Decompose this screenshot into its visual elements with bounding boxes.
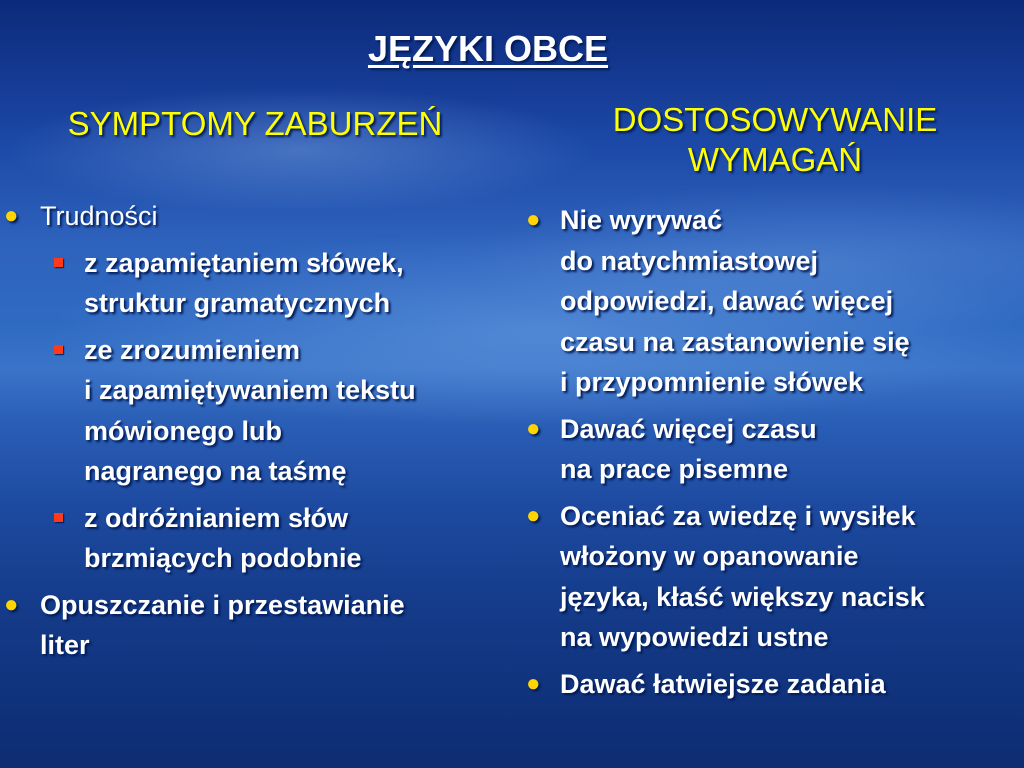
round-bullet-icon: ● <box>4 590 19 618</box>
sub-bullet-text: ze zrozumieniem i zapamiętywaniem tekstu mówionego lub nagranego na taśmę <box>84 334 416 486</box>
bullet-item <box>520 200 1024 403</box>
bullet-item <box>0 196 510 237</box>
left-column <box>0 196 510 666</box>
bullet-text: Dawać więcej czasu na prace pisemne <box>560 413 817 484</box>
slide-title: JĘZYKI OBCE <box>367 28 609 69</box>
left-column-heading: SYMPTOMY ZABURZEŃ <box>67 105 443 142</box>
bullet-text-difficulties: Trudności <box>40 201 158 231</box>
bullet-text: Dawać łatwiejsze zadania <box>560 668 886 699</box>
round-bullet-icon: ● <box>526 414 541 442</box>
square-bullet-icon <box>54 345 63 354</box>
sub-bullet-item <box>0 243 510 324</box>
bullet-item <box>520 409 1024 490</box>
sub-bullet-item <box>0 498 510 579</box>
right-column <box>520 200 1024 704</box>
bullet-text: Oceniać za wiedzę i wysiłek włożony w opanowanie języka, kłaść większy nacisk na wypowiedzi ustne <box>560 500 925 652</box>
right-column-heading: DOSTOSOWYWANIE WYMAGAŃ <box>612 101 938 178</box>
bullet-text: Nie wyrywać do natychmiastowej odpowiedzi, dawać więcej czasu na zastanowienie się i przypomnienie słówek <box>560 205 910 397</box>
round-bullet-icon: ● <box>4 202 19 229</box>
sub-bullet-text: z zapamiętaniem słówek, struktur gramatycznych <box>84 247 404 318</box>
square-bullet-icon <box>54 513 63 522</box>
round-bullet-icon: ● <box>526 206 541 233</box>
bullet-item <box>0 585 510 666</box>
sub-bullet-item <box>0 330 510 492</box>
round-bullet-icon: ● <box>526 669 541 697</box>
bullet-item <box>520 664 1024 705</box>
round-bullet-icon: ● <box>526 501 541 529</box>
bullet-text: Opuszczanie i przestawianie liter <box>40 589 405 660</box>
sub-bullet-text: z odróżnianiem słów brzmiących podobnie <box>84 502 362 573</box>
bullet-item <box>520 496 1024 658</box>
square-bullet-icon <box>54 258 63 267</box>
